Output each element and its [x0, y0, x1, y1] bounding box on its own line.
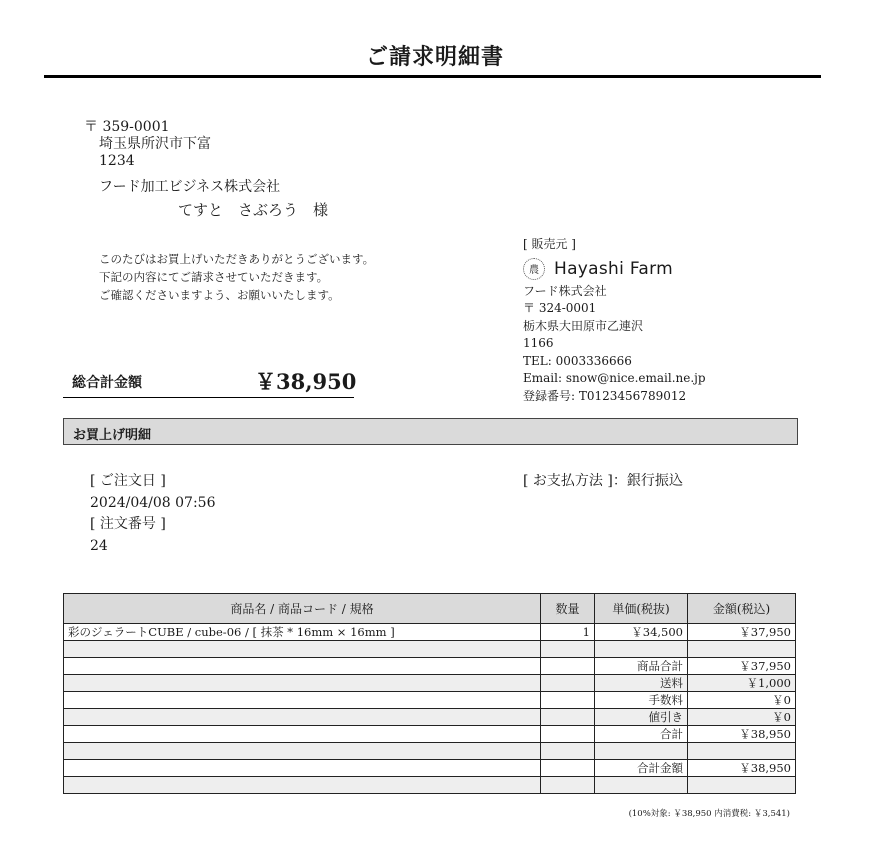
summary-label: 合計金額: [595, 760, 688, 777]
summary-label: 送料: [595, 675, 688, 692]
table-row-empty: [64, 777, 796, 794]
document-title: ご請求明細書: [365, 44, 504, 70]
summary-value: ￥38,950: [688, 760, 796, 777]
seller-postal: 〒 324-0001: [523, 301, 597, 315]
greeting-line: 下記の内容にてご請求させていただきます。: [99, 270, 329, 284]
summary-label: 商品合計: [595, 658, 688, 675]
recipient-address-2: 1234: [99, 153, 135, 169]
empty-cell: [541, 777, 595, 794]
order-date-value: 2024/04/08 07:56: [90, 494, 216, 511]
item-name: 彩のジェラートCUBE / cube-06 / [ 抹茶 * 16mm × 16mm ]: [64, 624, 541, 641]
seller-info: [523, 236, 706, 405]
summary-value: ￥1,000: [688, 675, 796, 692]
item-amount: ￥37,950: [688, 624, 796, 641]
empty-cell: [541, 743, 595, 760]
items-table: [63, 593, 796, 794]
order-number-value: 24: [90, 537, 108, 554]
column-header-amount: 金額(税込): [688, 594, 796, 624]
seller-email: Email: snow@nice.email.ne.jp: [523, 371, 706, 385]
empty-cell: [595, 641, 688, 658]
summary-row: [64, 692, 796, 709]
summary-label: 値引き: [595, 709, 688, 726]
seller-tel: TEL: 0003336666: [523, 353, 632, 368]
recipient-address-1: 埼玉県所沢市下富: [99, 136, 211, 152]
empty-cell: [595, 743, 688, 760]
greeting-line: このたびはお買上げいただきありがとうございます。: [99, 252, 375, 266]
purchase-details-title: お買上げ明細: [73, 428, 152, 443]
grand-total-label: 総合計金額: [72, 375, 142, 391]
recipient-name: てすと さぶろう 様: [178, 201, 329, 219]
greeting-line: ご確認くださいますよう、お願いいたします。: [99, 288, 340, 302]
column-header-unit-price: 単価(税抜): [595, 594, 688, 624]
grand-total-underline: [63, 397, 354, 398]
summary-value: ￥0: [688, 709, 796, 726]
empty-cell: [541, 692, 595, 709]
summary-label: 合計: [595, 726, 688, 743]
seller-registration: 登録番号: T0123456789012: [523, 388, 687, 403]
summary-row: [64, 709, 796, 726]
empty-cell: [541, 709, 595, 726]
greeting-message: [99, 250, 374, 304]
farm-logo-icon: 農: [523, 258, 545, 280]
summary-row: [64, 675, 796, 692]
summary-label: 手数料: [595, 692, 688, 709]
payment-method: [ お支払方法 ]：銀行振込: [523, 473, 683, 489]
seller-brand: Hayashi Farm: [554, 258, 673, 279]
seller-heading: [ 販売元 ]: [523, 237, 576, 251]
empty-cell: [541, 726, 595, 743]
empty-cell: [595, 777, 688, 794]
order-info: [90, 471, 216, 557]
empty-cell: [64, 658, 541, 675]
title-underline: [44, 75, 821, 78]
empty-cell: [64, 709, 541, 726]
empty-cell: [64, 641, 541, 658]
empty-cell: [688, 777, 796, 794]
summary-row: [64, 760, 796, 777]
empty-cell: [541, 641, 595, 658]
seller-logo-row: [523, 255, 706, 283]
purchase-details-header: [63, 418, 798, 445]
summary-value: ￥0: [688, 692, 796, 709]
empty-cell: [64, 777, 541, 794]
empty-cell: [64, 760, 541, 777]
column-header-product: 商品名 / 商品コード / 規格: [64, 594, 541, 624]
summary-value: ￥38,950: [688, 726, 796, 743]
summary-value: ￥37,950: [688, 658, 796, 675]
item-unit-price: ￥34,500: [595, 624, 688, 641]
table-row-empty: [64, 743, 796, 760]
empty-cell: [64, 692, 541, 709]
table-header-row: [64, 594, 796, 624]
empty-cell: [64, 726, 541, 743]
empty-cell: [64, 743, 541, 760]
seller-company: フード株式会社: [523, 283, 607, 298]
empty-cell: [541, 658, 595, 675]
empty-cell: [541, 760, 595, 777]
seller-address-2: 1166: [523, 336, 554, 350]
table-row: [64, 624, 796, 641]
table-row-empty: [64, 641, 796, 658]
grand-total-amount: ￥38,950: [255, 369, 357, 394]
tax-note: (10%対象: ￥38,950 内消費税: ￥3,541): [628, 809, 790, 819]
empty-cell: [541, 675, 595, 692]
empty-cell: [688, 743, 796, 760]
summary-row: [64, 658, 796, 675]
empty-cell: [688, 641, 796, 658]
summary-row: [64, 726, 796, 743]
recipient-postal: 〒 359-0001: [84, 119, 170, 135]
recipient-company: フード加工ビジネス株式会社: [99, 179, 281, 195]
seller-address-1: 栃木県大田原市乙連沢: [523, 318, 644, 333]
column-header-quantity: 数量: [541, 594, 595, 624]
item-quantity: 1: [541, 624, 595, 641]
order-number-label: [ 注文番号 ]: [90, 516, 166, 532]
empty-cell: [64, 675, 541, 692]
order-date-label: [ ご注文日 ]: [90, 473, 166, 489]
